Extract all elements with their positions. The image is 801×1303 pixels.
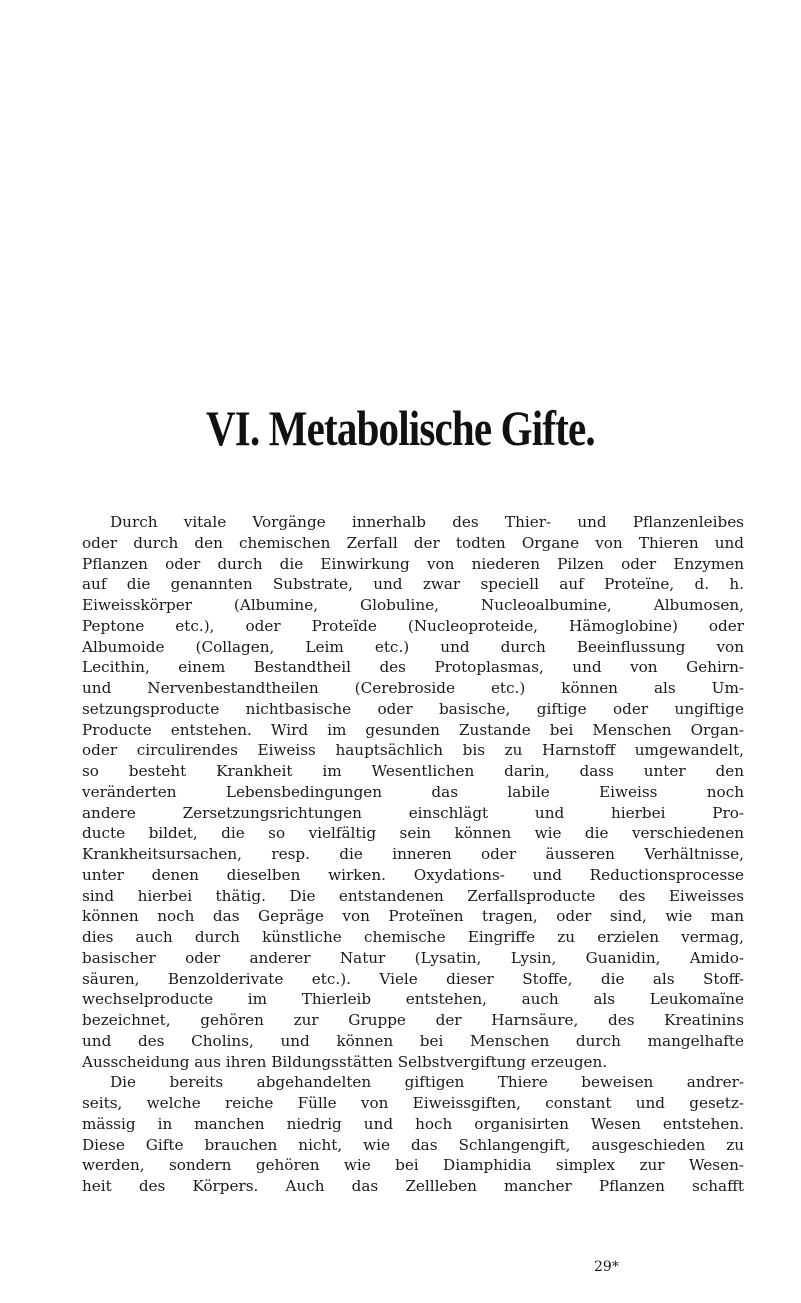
text-line: wechselproducte im Thierleib entstehen, auch als Leukomaïne <box>82 990 744 1009</box>
text-line: seits, welche reiche Fülle von Eiweissgiften, constant und gesetz- <box>82 1094 744 1112</box>
text-line: heit des Körpers. Auch das Zellleben mancher Pflanzen schafft <box>82 1177 744 1195</box>
text-line: und Nervenbestandtheilen (Cerebroside etc.) können als Um- <box>82 679 744 697</box>
text-line: ducte bildet, die so vielfältig sein können wie die verschiedenen <box>82 824 744 843</box>
text-line: Diese Gifte brauchen nicht, wie das Schlangengift, ausgeschieden zu <box>82 1135 744 1154</box>
text-line: Peptone etc.), oder Proteïde (Nucleoproteide, Hämoglobine) oder <box>82 616 744 635</box>
text-line: und des Cholins, und können bei Menschen durch mangelhafte <box>82 1031 744 1050</box>
text-line: Pflanzen oder durch die Einwirkung von niederen Pilzen oder Enzymen <box>82 554 744 573</box>
text-line: andere Zersetzungsrichtungen einschlägt und hierbei Pro- <box>82 803 744 822</box>
text-line: auf die genannten Substrate, und zwar speciell auf Proteïne, d. h. <box>82 575 744 594</box>
paragraph-1 <box>82 512 744 1072</box>
text-line: Durch vitale Vorgänge innerhalb des Thier- und Pflanzenleibes <box>110 513 744 531</box>
text-line: bezeichnet, gehören zur Gruppe der Harnsäure, des Kreatinins <box>82 1011 744 1029</box>
text-line: so besteht Krankheit im Wesentlichen darin, dass unter den <box>82 762 744 780</box>
paragraph-2 <box>82 1072 744 1197</box>
body-text <box>82 512 744 1197</box>
text-line: veränderten Lebensbedingungen das labile Eiweiss noch <box>82 782 744 801</box>
text-line: Krankheitsursachen, resp. die inneren oder äusseren Verhältnisse, <box>82 845 744 863</box>
page-number: 29* <box>594 1259 619 1275</box>
text-line: basischer oder anderer Natur (Lysatin, Lysin, Guanidin, Amido- <box>82 948 744 967</box>
text-line: Eiweisskörper (Albumine, Globuline, Nucleoalbumine, Albumosen, <box>82 596 744 614</box>
text-line: sind hierbei thätig. Die entstandenen Zerfallsproducte des Eiweisses <box>82 886 744 905</box>
text-line: mässig in manchen niedrig und hoch organisirten Wesen entstehen. <box>82 1114 744 1133</box>
text-line: Ausscheidung aus ihren Bildungsstätten Selbstvergiftung erzeugen. <box>82 1052 608 1071</box>
text-line: dies auch durch künstliche chemische Eingriffe zu erzielen vermag, <box>82 928 744 946</box>
text-line: können noch das Gepräge von Proteïnen tragen, oder sind, wie man <box>82 907 744 926</box>
text-line: werden, sondern gehören wie bei Diamphidia simplex zur Wesen- <box>82 1156 744 1175</box>
text-line: Producte entstehen. Wird im gesunden Zustande bei Menschen Organ- <box>82 720 744 739</box>
text-line: unter denen dieselben wirken. Oxydations- und Reductionsprocesse <box>82 865 744 884</box>
text-line: säuren, Benzolderivate etc.). Viele dieser Stoffe, die als Stoff- <box>82 969 744 988</box>
text-line: setzungsproducte nichtbasische oder basische, giftige oder ungiftige <box>82 699 744 718</box>
text-line: Die bereits abgehandelten giftigen Thiere beweisen andrer- <box>110 1073 744 1092</box>
text-line: Albumoide (Collagen, Leim etc.) und durch Beeinflussung von <box>82 637 744 656</box>
text-line: oder durch den chemischen Zerfall der todten Organe von Thieren und <box>82 533 744 552</box>
chapter-heading: VI. Metabolische Gifte. <box>206 400 595 456</box>
text-line: Lecithin, einem Bestandtheil des Protoplasmas, und von Gehirn- <box>82 658 744 677</box>
text-line: oder circulirendes Eiweiss hauptsächlich bis zu Harnstoff umgewandelt, <box>82 741 744 760</box>
